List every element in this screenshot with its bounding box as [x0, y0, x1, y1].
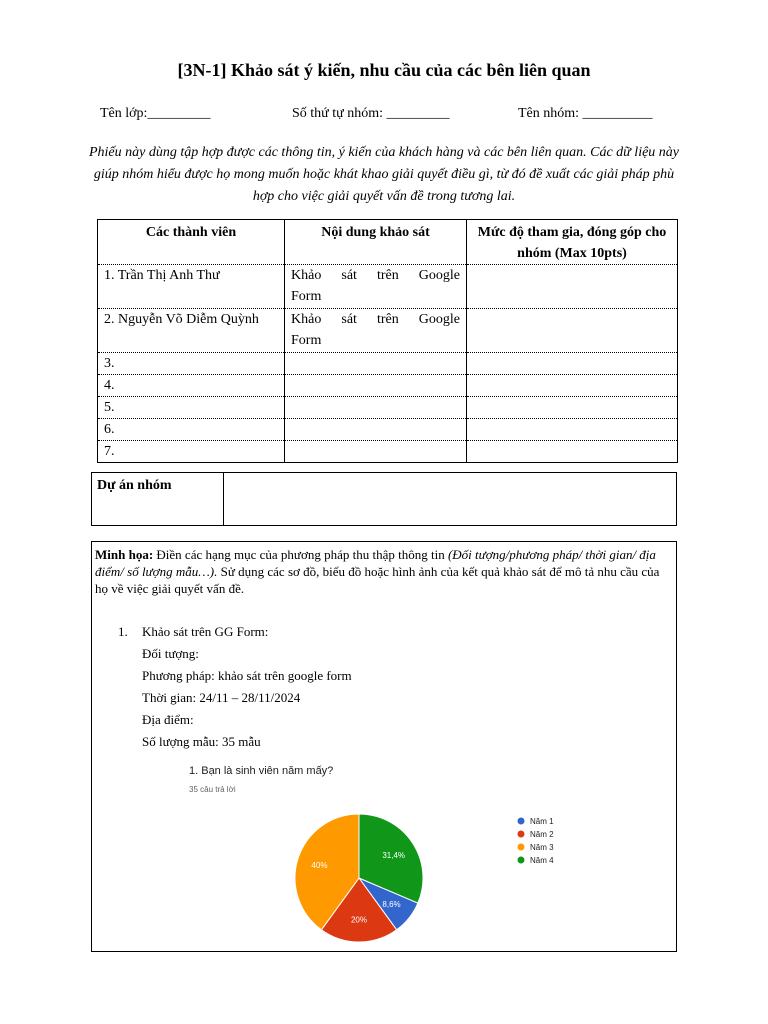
contribution-score	[467, 265, 678, 309]
survey-content	[285, 375, 467, 397]
table-row	[98, 375, 678, 397]
pie-chart	[92, 542, 676, 951]
illustration-label: Minh họa:	[95, 547, 154, 562]
member-name: 5.	[98, 397, 285, 419]
chart-subtitle: 35 câu trả lời	[189, 785, 236, 794]
survey-sample-size: Số lượng mẫu: 35 mẫu	[142, 734, 261, 749]
project-value	[224, 473, 677, 526]
survey-heading: Khảo sát trên GG Form:	[142, 624, 269, 639]
legend-label: Năm 4	[530, 856, 554, 865]
page-title: [3N-1] Khảo sát ý kiến, nhu cầu của các bên liên quan	[177, 60, 591, 80]
members-table	[97, 219, 678, 463]
survey-location: Địa điểm:	[142, 712, 194, 727]
survey-content	[285, 419, 467, 441]
contribution-score	[467, 419, 678, 441]
survey-target: Đối tượng:	[142, 646, 199, 661]
header-contribution: Mức độ tham gia, đóng góp cho nhóm (Max 10pts)	[467, 220, 678, 265]
member-name: 1. Trần Thị Anh Thư	[98, 265, 285, 309]
illustration-box	[91, 541, 677, 952]
pie-data-label: 20%	[350, 915, 368, 925]
header-survey-content: Nội dung khảo sát	[285, 220, 467, 265]
class-name-field: Tên lớp:_________	[100, 106, 211, 121]
survey-time: Thời gian: 24/11 – 28/11/2024	[142, 690, 301, 705]
survey-content	[285, 441, 467, 463]
contribution-score	[467, 353, 678, 375]
legend-marker	[518, 831, 525, 838]
legend-marker	[518, 818, 525, 825]
survey-method: Phương pháp: khảo sát trên google form	[142, 668, 352, 683]
contribution-score	[467, 309, 678, 353]
table-row	[98, 441, 678, 463]
legend-label: Năm 1	[530, 817, 554, 826]
member-name: 6.	[98, 419, 285, 441]
header-members: Các thành viên	[98, 220, 285, 265]
survey-content: Khảo sát trên Google Form	[285, 309, 467, 353]
contribution-score	[467, 397, 678, 419]
pie-data-label: 31,4%	[382, 851, 406, 861]
group-number-field: Số thứ tự nhóm: _________	[292, 106, 450, 121]
survey-details: 1. Khảo sát trên GG Form: Đối tượng: Phương pháp: khảo sát trên google form Thời gian: 24/11 – 28/11/2024 Địa điểm: Số lượng mẫu: 35 mẫu	[118, 624, 352, 756]
illustration-instructions: Minh họa: Điền các hạng mục của phương pháp thu thập thông tin (Đối tượng/phương pháp/ thời gian/ địa điểm/ số lượng mẫu…). Sử dụng các sơ đồ, biểu đồ hoặc hình ảnh của kết quả khảo sát để mô tả nhu cầu của họ về việc giải quyết vấn đề.	[95, 547, 660, 596]
table-row	[98, 397, 678, 419]
survey-content	[285, 353, 467, 375]
project-table	[91, 472, 677, 526]
contribution-score	[467, 441, 678, 463]
member-name: 7.	[98, 441, 285, 463]
survey-content: Khảo sát trên Google Form	[285, 265, 467, 309]
member-name: 3.	[98, 353, 285, 375]
table-row	[98, 353, 678, 375]
survey-content	[285, 397, 467, 419]
pie-data-label: 40%	[311, 861, 328, 871]
legend-label: Năm 3	[530, 843, 554, 852]
legend-marker	[518, 844, 525, 851]
legend-marker	[518, 857, 525, 864]
legend-label: Năm 2	[530, 830, 554, 839]
table-row	[98, 265, 678, 309]
table-row	[98, 419, 678, 441]
project-label: Dự án nhóm	[92, 473, 224, 526]
group-name-field: Tên nhóm: __________	[518, 106, 653, 121]
chart-title: 1. Bạn là sinh viên năm mấy?	[189, 765, 334, 777]
member-name: 4.	[98, 375, 285, 397]
contribution-score	[467, 375, 678, 397]
intro-paragraph: Phiếu này dùng tập hợp được các thông tin, ý kiến của khách hàng và các bên liên quan. Các dữ liệu này giúp nhóm hiểu được họ mong muốn hoặc khát khao giải quyết điều gì, từ đó đề xuất các giải pháp phù hợp cho việc giải quyết vấn đề trong tương lai.	[88, 145, 680, 204]
pie-data-label: 8,6%	[382, 899, 401, 909]
member-name: 2. Nguyễn Võ Diễm Quỳnh	[98, 309, 285, 353]
table-row	[98, 309, 678, 353]
